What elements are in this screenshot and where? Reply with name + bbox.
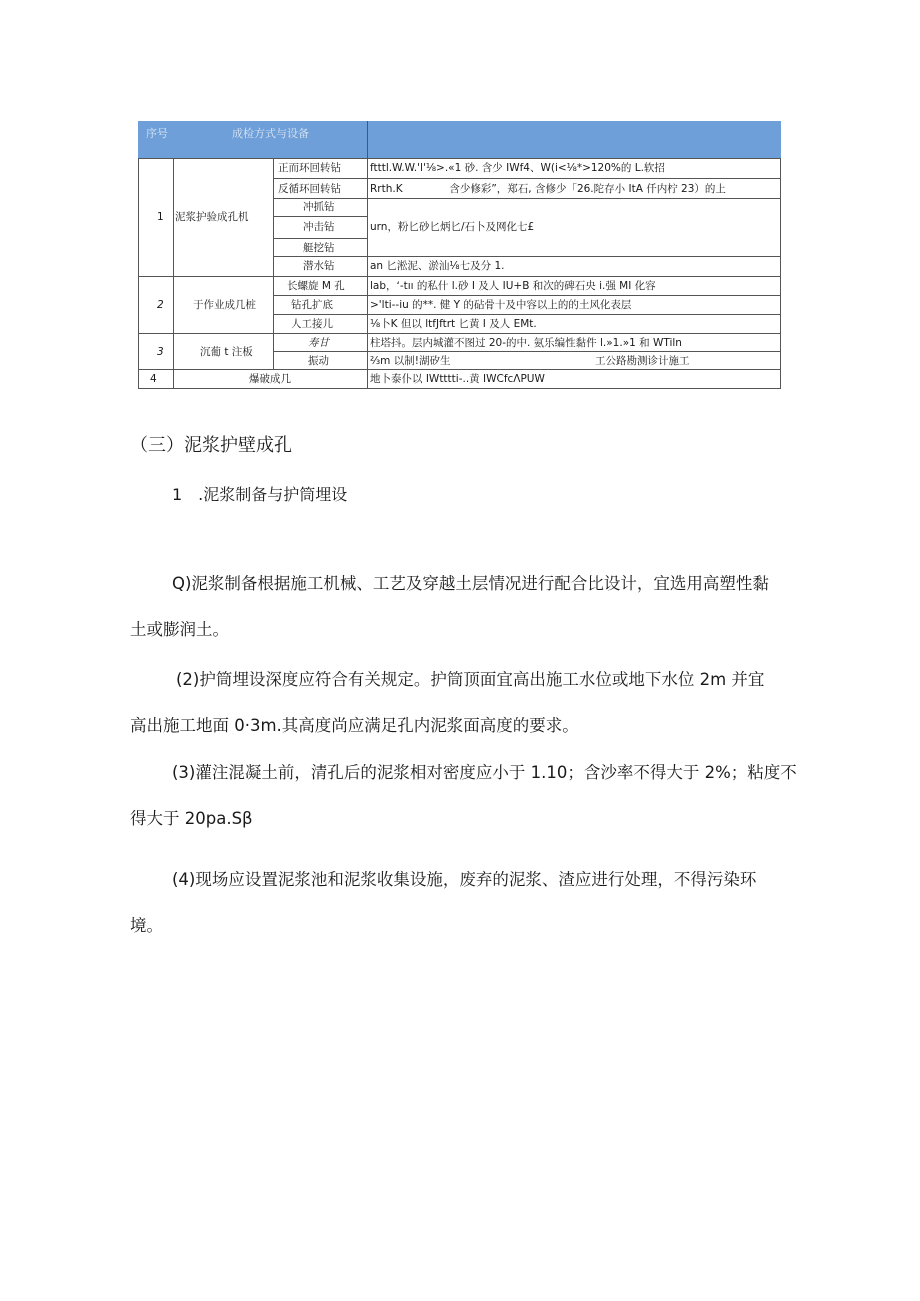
table-rule: [273, 238, 367, 239]
drilling-method-table: [138, 121, 781, 389]
table-rule: [273, 216, 367, 217]
table-border: [367, 121, 368, 389]
table-rule: [138, 333, 781, 334]
table-rule: [138, 158, 781, 159]
method-name: 寿甘: [308, 337, 329, 349]
method-name: 正而环回转钻: [278, 162, 341, 174]
header-method: 成检方式与设备: [232, 127, 309, 140]
method-name: 反循环回转钻: [278, 183, 341, 195]
paragraph: [130, 857, 756, 949]
table-header: [138, 121, 781, 158]
group-label: 于作业成几桩: [193, 299, 256, 311]
subsection-heading: 1 .泥浆制备与护筒埋设: [172, 485, 348, 504]
paragraph-line: 高出施工地面 0·3m.其高度尚应满足孔内泥浆面高度的要求。: [130, 716, 579, 735]
method-desc: >'lti--iu 的**. 健 Y 的砧骨十及中容以上的的土风化表层: [370, 299, 632, 311]
table-border: [138, 158, 139, 389]
table-rule: [138, 388, 781, 389]
row-number: 2: [157, 299, 164, 311]
method-desc: ⅔m 以制!湖矽生: [370, 355, 451, 367]
method-desc: 柱塔抖。层内城灌不图过 20-的中. 氨乐编性黏件 l.»1.»1 和 WTiln: [370, 337, 682, 349]
paragraph-line: (4)现场应设置泥浆池和泥浆收集设施，废弃的泥浆、渣应进行处理，不得污染环: [172, 870, 757, 889]
method-desc: urn，粉匕砂匕炳匕/石卜及网化七£: [370, 221, 535, 233]
table-rule: [138, 369, 781, 370]
method-name: 人工接儿: [291, 318, 333, 330]
group-label: 沉葡 t 注板: [200, 346, 253, 358]
paragraph-line: 得大于 20pa.Sβ: [130, 809, 253, 828]
section-heading: （三）泥浆护壁成孔: [130, 435, 292, 456]
paragraph-line: 土或膨润土。: [130, 620, 229, 639]
method-name: 钻孔扩底: [291, 299, 333, 311]
row-number: 1: [157, 211, 164, 223]
row-number: 3: [157, 346, 164, 358]
method-name: 潜水钻: [303, 260, 335, 272]
table-rule: [273, 314, 781, 315]
table-rule: [273, 198, 781, 199]
method-desc: an 匕淞泥、淤汕⅛七及分 1.: [370, 260, 505, 272]
table-border: [780, 158, 781, 389]
group-label: 爆破成几: [249, 373, 291, 385]
table-rule: [138, 276, 781, 277]
paragraph-line: Q)泥浆制备根据施工机械、工艺及穿越土层情况进行配合比设计，宜选用高塑性黏: [172, 574, 769, 593]
method-desc: 地卜泰仆以 IWtttti-..黄 IWCfcΛPUW: [370, 373, 545, 385]
method-name: 艇挖钻: [303, 242, 335, 254]
paragraph-line: 境。: [130, 916, 163, 935]
header-seq: 序号: [146, 127, 168, 140]
paragraph-line: (2)护筒埋设深度应符合有关规定。护筒顶面宜高出施工水位或地下水位 2m 并宜: [176, 670, 765, 689]
table-border: [173, 158, 174, 389]
table-rule: [273, 178, 781, 179]
method-name: 冲击钻: [303, 221, 335, 233]
paragraph: [130, 561, 769, 653]
method-desc: Rrth.K 含少修彩”，郑石, 含修少「26.陀存小 ItA 仟内柠 23）的上: [370, 183, 726, 195]
paragraph: [130, 657, 764, 749]
row-number: 4: [150, 373, 157, 385]
table-rule: [273, 295, 781, 296]
method-name: 冲抓钻: [303, 201, 335, 213]
method-desc: lab，ʻ-tıı 的私什 l.砂 I 及人 IU+B 和次的碑石央 i.强 MI 化容: [370, 280, 656, 292]
table-rule: [273, 351, 781, 352]
method-desc: ftttl.W.W.'l'⅛>.«1 砂. 含少 IWf4、W(i<⅛*>120%的 L.软招: [370, 162, 665, 174]
table-rule: [273, 256, 781, 257]
paragraph: [130, 750, 797, 842]
method-name: 振动: [308, 355, 329, 367]
table-border: [273, 158, 274, 369]
method-desc: ⅛卜K 但以 ltfJftrt 匕黄 I 及人 EMt.: [370, 318, 537, 330]
method-name: 长螺旋 M 孔: [287, 280, 345, 292]
method-desc: 工公路勘测诊计施工: [595, 355, 690, 367]
group-label: 泥浆护验成孔机: [175, 211, 249, 223]
paragraph-line: (3)灌注混凝土前，清孔后的泥浆相对密度应小于 1.10；含沙率不得大于 2%；粘度不: [172, 763, 797, 782]
